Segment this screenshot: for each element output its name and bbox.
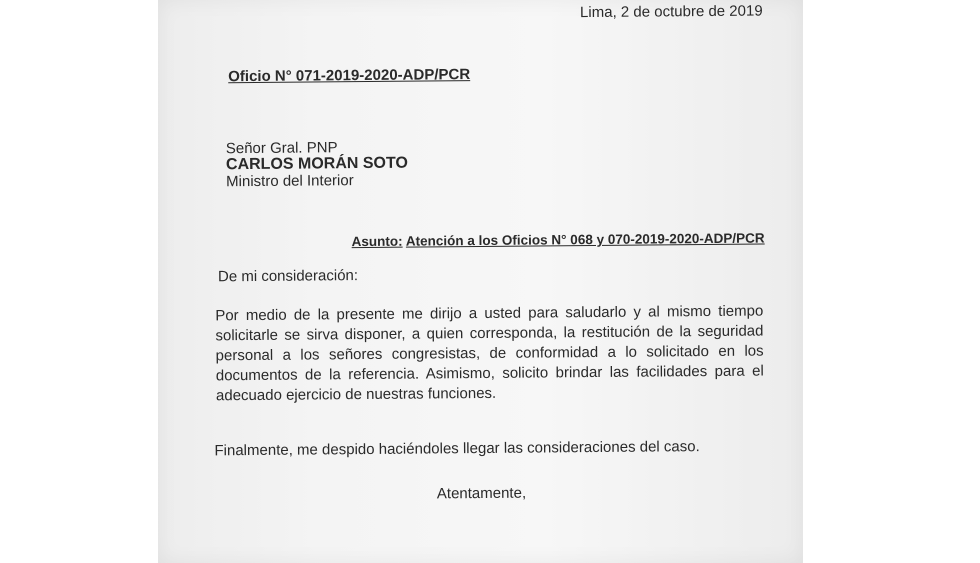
- body-line: personal a los señores congresistas, de conformidad a lo solicitado en los: [215, 342, 764, 365]
- sign-off: Atentamente,: [436, 484, 527, 503]
- recipient-name: CARLOS MORÁN SOTO: [225, 154, 408, 174]
- subject-label: Asunto:: [351, 233, 403, 250]
- recipient-title: Ministro del Interior: [226, 172, 354, 191]
- closing-paragraph: Finalmente, me despido haciéndoles llegar las consideraciones del caso.: [214, 438, 700, 460]
- subject-text: Atención a los Oficios N° 068 y 070-2019-2020-ADP/PCR: [405, 230, 765, 249]
- body-line: Por medio de la presente me dirijo a usted para saludarlo y al mismo tiempo: [215, 302, 764, 325]
- oficio-reference: Oficio N° 071-2019-2020-ADP/PCR: [228, 66, 471, 86]
- letter-date: Lima, 2 de octubre de 2019: [579, 2, 763, 22]
- subject-line: [158, 231, 765, 251]
- greeting: De mi consideración:: [217, 267, 359, 286]
- body-line: documentos de la referencia. Asimismo, solicito brindar las facilidades para el: [215, 362, 764, 385]
- body-line: solicitarle se sirva disponer, a quien corresponda, la restitución de la seguridad: [215, 322, 764, 345]
- recipient-salutation: Señor Gral. PNP: [225, 139, 338, 158]
- body-paragraph: [215, 302, 764, 407]
- body-line: adecuado ejercicio de nuestras funciones.: [215, 384, 497, 405]
- letter-content: [158, 0, 803, 563]
- letter-paper: [158, 0, 803, 563]
